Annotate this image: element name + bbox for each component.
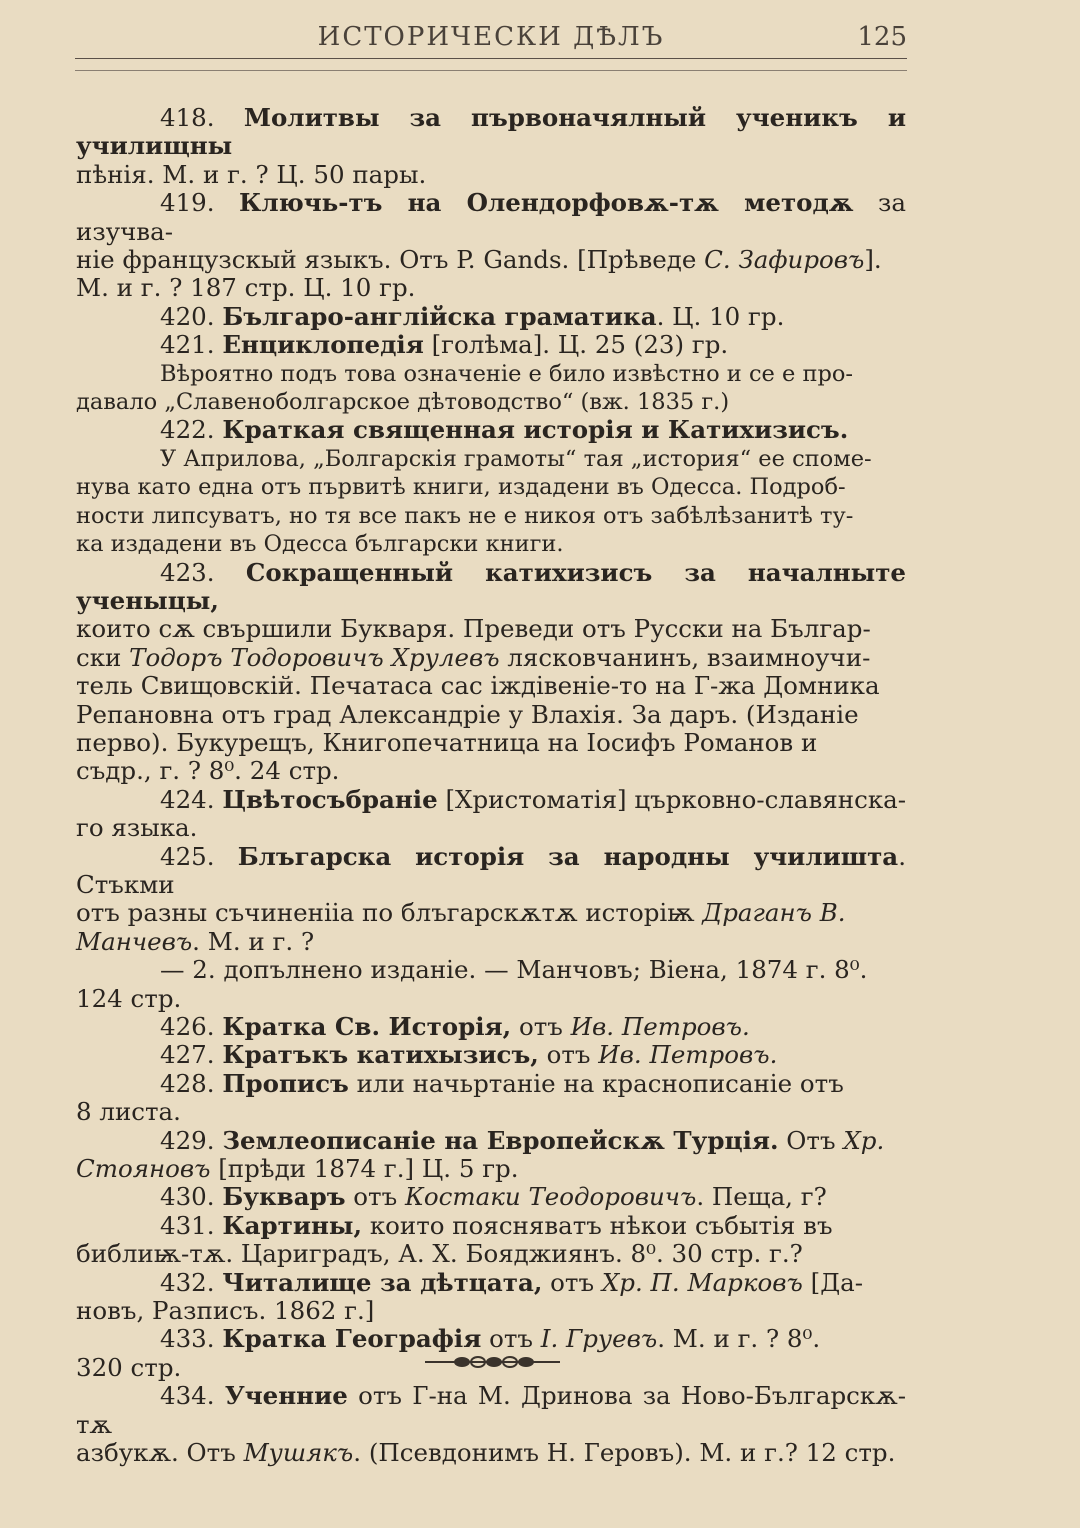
page-header — [75, 18, 907, 59]
entry-number: 425. — [160, 841, 215, 871]
entry-text: [прѣди 1874 г.] Ц. 5 гр. — [210, 1154, 519, 1184]
entry-text: отъ — [542, 1267, 602, 1297]
entry-number: 430. — [160, 1182, 215, 1212]
entry-number: 422. — [160, 415, 215, 445]
entry-text: перво). Букурещъ, Книгопечатница на Іосифъ Романов и — [76, 727, 818, 757]
entry-text-line — [76, 1155, 906, 1183]
entry-number: 418. — [160, 103, 215, 132]
entry-text: азбукѫ. Отъ — [76, 1438, 244, 1468]
entry-text: . (Псевдонимъ Н. Геровъ). М. и г.? 12 стр. — [353, 1438, 896, 1468]
entry-title: Българо-англійска граматика — [222, 301, 657, 331]
author-name: Ив. Петровъ. — [598, 1040, 778, 1070]
note-text: ка издадени въ Одесса български книги. — [76, 531, 564, 558]
entry-title: Краткая священная исторія и Катихизисъ. — [222, 415, 849, 445]
entry-title: Блъгарска исторія за народны училишта — [237, 841, 899, 871]
entry-title: Цвѣтосъбраніе — [222, 784, 438, 814]
entry-430 — [76, 1183, 906, 1211]
entry-text: [голѣма]. Ц. 25 (23) гр. — [423, 330, 729, 360]
entry-text: които сѫ свършили Букваря. Преведи отъ Русски на Българ- — [76, 614, 871, 644]
note-text: давало „Славеноболгарское дѣтоводство“ (вж. 1835 г.) — [76, 389, 730, 416]
entry-title: Землеописаніе на Европейскѫ Турція. — [222, 1125, 779, 1155]
entry-number: 429. — [160, 1125, 215, 1155]
author-name: Ив. Петровъ. — [570, 1012, 750, 1041]
entry-418 — [76, 104, 906, 161]
entry-number: 426. — [160, 1012, 215, 1041]
entry-text: съдр., г. ? 8⁰. 24 стр. — [76, 756, 340, 786]
entry-text: библиѭ-тѫ. Цариградъ, А. Х. Бояджиянъ. 8⁰. 30 стр. г.? — [76, 1239, 803, 1269]
running-title: ИСТОРИЧЕСКИ ДѢЛЪ — [317, 22, 665, 52]
entry-421 — [76, 331, 906, 359]
entry-number: 421. — [160, 330, 215, 360]
entry-text-line — [76, 246, 906, 274]
entry-426 — [76, 1013, 906, 1041]
note-text: нува като една отъ първитѣ книги, издадени въ Одесса. Подроб- — [76, 474, 846, 501]
entry-title: Прописъ — [222, 1068, 349, 1098]
entry-text: ски — [76, 642, 130, 672]
entry-text: ніе французскый языкъ. Отъ P. Gands. [Прѣведе — [76, 245, 705, 275]
note-text: Вѣроятно подъ това означеніе е било извѣстно и се е про- — [160, 360, 854, 387]
entry-text: отъ — [511, 1012, 571, 1041]
author-name: Хр. — [843, 1125, 885, 1155]
author-name: Манчевъ — [76, 926, 193, 956]
entry-text: 320 стр. — [76, 1352, 182, 1382]
entry-title: Кратка Св. Исторія, — [222, 1012, 512, 1041]
entry-text-line — [76, 928, 906, 956]
entry-text: Отъ — [778, 1125, 844, 1155]
entry-431 — [76, 1212, 906, 1240]
entry-text: пѣнія. М. и г. ? Ц. 50 пары. — [76, 159, 427, 189]
entry-text: за изучва- — [76, 188, 906, 246]
entry-number: 428. — [160, 1068, 215, 1098]
entry-434 — [76, 1382, 906, 1439]
edition-note: 124 стр. — [76, 983, 182, 1013]
entry-text: тель Свищовскій. Печатаса сас іждівеніе-то на Г-жа Домника — [76, 671, 880, 701]
entry-title: Ключь-тъ на Олендорфовѫ-тѫ методѫ — [239, 188, 854, 218]
entry-text: [Да- — [802, 1267, 863, 1297]
entry-text: отъ разны съчиненііа по блъгарскѫтѫ исторіѭ — [76, 898, 703, 928]
entry-420 — [76, 303, 906, 331]
entry-text: . Ц. 10 гр. — [656, 301, 785, 331]
entry-title: Молитвы за първоначялный ученикъ и училищны — [76, 103, 906, 161]
entry-text-line — [76, 1439, 906, 1467]
entry-427 — [76, 1041, 906, 1069]
entry-number: 420. — [160, 301, 215, 331]
entry-text: [Христоматія] църковно-славянска- — [437, 784, 907, 814]
entry-425 — [76, 843, 906, 900]
entry-text: . М. и г. ? — [192, 926, 315, 956]
author-name: Драганъ В. — [702, 898, 846, 928]
entry-text: . Стъкми — [76, 841, 906, 899]
entry-title: Кратка Географія — [222, 1324, 482, 1354]
page-body — [76, 104, 906, 1468]
entry-number: 419. — [160, 188, 215, 218]
author-name: Стояновъ — [76, 1154, 211, 1184]
note-text: ности липсуватъ, но тя все пакъ не е никоя отъ забѣлѣзанитѣ ту- — [76, 502, 854, 529]
entry-title: Букваръ — [222, 1182, 346, 1212]
entry-text: отъ — [538, 1040, 599, 1070]
entry-number: 433. — [160, 1324, 215, 1354]
entry-text: го языка. — [76, 813, 198, 843]
entry-number: 427. — [160, 1040, 215, 1070]
entry-text: 8 листа. — [76, 1097, 181, 1127]
entry-text-line — [76, 899, 906, 927]
entry-text: . М. и г. ? 8⁰. — [657, 1324, 821, 1354]
note-text: У Априлова, „Болгарскія грамоты“ тая „история“ ее споме- — [160, 445, 872, 472]
entry-text: Репановна отъ град Александріе у Влахія. За даръ. (Изданіе — [76, 699, 859, 729]
author-name: Мушякъ — [243, 1438, 354, 1468]
author-name: С. Зафировъ — [704, 245, 865, 275]
entry-number: 424. — [160, 784, 215, 814]
entry-423 — [76, 559, 906, 616]
entry-429 — [76, 1127, 906, 1155]
entry-text: новъ, Разписъ. 1862 г.] — [76, 1296, 375, 1326]
entry-424 — [76, 786, 906, 814]
header-rule — [75, 70, 907, 71]
entry-title: Читалище за дѣтцата, — [222, 1267, 543, 1297]
entry-title: Картины, — [222, 1210, 363, 1240]
entry-text: М. и г. ? 187 стр. Ц. 10 гр. — [76, 273, 416, 303]
entry-title: Енциклопедія — [222, 330, 424, 360]
entry-number: 432. — [160, 1267, 215, 1297]
tailpiece-ornament — [0, 1350, 1080, 1374]
entry-428 — [76, 1070, 906, 1098]
entry-title: Кратъкъ катихызисъ, — [222, 1040, 539, 1070]
entry-text: или начьртаніе на краснописаніе отъ — [348, 1068, 844, 1098]
entry-number: 434. — [160, 1381, 215, 1411]
author-name: Тодоръ Тодоровичъ Хрулевъ — [129, 642, 500, 672]
entry-number: 423. — [160, 557, 215, 587]
author-name: І. Груевъ — [540, 1324, 658, 1354]
entry-title: Ученние — [224, 1381, 348, 1411]
edition-note: — 2. допълнено изданіе. — Манчовъ; Віена, 1874 г. 8⁰. — [160, 955, 868, 985]
entry-number: 431. — [160, 1210, 215, 1240]
entry-419 — [76, 189, 906, 246]
entry-text-line — [76, 644, 906, 672]
entry-text: отъ — [345, 1182, 405, 1212]
entry-text: . Пеща, г? — [696, 1182, 827, 1212]
author-name: Костаки Теодоровичъ — [404, 1182, 697, 1212]
entry-text: които поясняватъ нѣкои събытія въ — [362, 1210, 833, 1240]
entry-text: отъ Г-на М. Дринова за Ново-Българскѫ-тѫ — [76, 1381, 906, 1439]
page-number: 125 — [857, 22, 907, 52]
entry-text: отъ — [481, 1324, 541, 1354]
entry-422 — [76, 416, 906, 444]
entry-title: Сокращенный катихизисъ за началныте ученыцы, — [76, 557, 906, 615]
entry-text: лясковчанинъ, взаимноучи- — [499, 642, 871, 672]
entry-432 — [76, 1269, 906, 1297]
author-name: Хр. П. Марковъ — [601, 1267, 803, 1297]
entry-text: ]. — [864, 245, 882, 275]
